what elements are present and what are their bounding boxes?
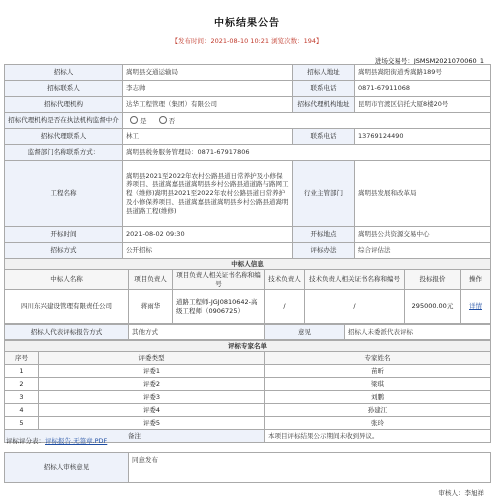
attachment-prefix: 评标评分表： bbox=[6, 437, 45, 445]
signatory-method-label: 招标人代表评标报告方式 bbox=[5, 325, 129, 340]
transaction-number: 进场交易号：JSMSM2021070060_1 bbox=[374, 57, 484, 65]
radio-no[interactable] bbox=[159, 116, 167, 124]
reviewer-name: 李旭祥 bbox=[464, 489, 484, 497]
agency-contact-value: 林工 bbox=[123, 129, 293, 145]
signatory-method-value: 其他方式 bbox=[129, 325, 265, 340]
committee-type: 评委3 bbox=[39, 391, 265, 404]
winner-pm-cert: 道路工程师-JGJ0810642-高级工程师（0906725） bbox=[173, 290, 265, 324]
project-label: 工程名称 bbox=[5, 161, 123, 227]
committee-type: 评委2 bbox=[39, 378, 265, 391]
agency-addr-label: 招标代理机构地址 bbox=[293, 97, 355, 113]
winner-header-pm-cert: 项目负责人相关证书名称和编号 bbox=[173, 270, 265, 290]
table-row bbox=[5, 404, 491, 417]
intervention-options bbox=[123, 113, 491, 129]
remark-label: 备注 bbox=[5, 430, 265, 443]
agency-label: 招标代理机构 bbox=[5, 97, 123, 113]
approval-label: 招标人审核意见 bbox=[5, 453, 129, 483]
supervise-label: 监督部门名称联系方式： bbox=[5, 145, 123, 161]
signatory-opinion-value: 招标人未委派代表评标 bbox=[345, 325, 491, 340]
committee-no: 3 bbox=[5, 391, 39, 404]
table-row bbox=[5, 417, 491, 430]
agency-contact-label: 招标代理联系人 bbox=[5, 129, 123, 145]
committee-name: 梁琪 bbox=[265, 378, 491, 391]
table-row bbox=[5, 378, 491, 391]
publish-meta: 【发布时间：2021-08-10 10:21 浏览次数：194】 bbox=[171, 37, 323, 45]
tenderer-contact-label: 招标联系人 bbox=[5, 81, 123, 97]
attachment-link[interactable]: 评标报告.无签章.PDF bbox=[45, 437, 108, 445]
winner-section-title: 中标人信息 bbox=[5, 259, 491, 270]
committee-no: 1 bbox=[5, 365, 39, 378]
agency-phone-label: 联系电话 bbox=[293, 129, 355, 145]
committee-type: 评委1 bbox=[39, 365, 265, 378]
winner-header-tech-cert: 技术负责人相关证书名称和编号 bbox=[305, 270, 405, 290]
tenderer-contact-value: 李志帅 bbox=[123, 81, 293, 97]
winner-tech: / bbox=[265, 290, 305, 324]
project-value: 嵩明县2021至2022年农村公路县道日常养护及小修保养项目、县道嵩嘉县道嵩明县乡村公路县道道路与路网工程（维修)嵩明县2021至2022年农村公路县道日常养护及小修保养项目、县道嵩嘉县道嵩明县乡村公路县道嵩明县道路工程(维修) bbox=[123, 161, 293, 227]
tenderer-addr-value: 嵩明县嵩阳街道秀嵩路189号 bbox=[355, 65, 491, 81]
winner-header-tech: 技术负责人 bbox=[265, 270, 305, 290]
method-value: 公开招标 bbox=[123, 243, 293, 259]
winner-table bbox=[4, 258, 491, 324]
winner-detail-link[interactable]: 详情 bbox=[469, 302, 482, 311]
committee-name: 张玲 bbox=[265, 417, 491, 430]
radio-yes-label: 是 bbox=[140, 116, 147, 125]
committee-table bbox=[4, 340, 491, 443]
agency-phone-value: 13769124490 bbox=[355, 129, 491, 145]
committee-type: 评委4 bbox=[39, 404, 265, 417]
committee-name: 苗昕 bbox=[265, 365, 491, 378]
method-label: 招标方式 bbox=[5, 243, 123, 259]
intervention-label: 招标代理机构是否在执法机构监督中介 bbox=[5, 113, 123, 129]
winner-pm: 蒋雨华 bbox=[129, 290, 173, 324]
committee-no: 4 bbox=[5, 404, 39, 417]
winner-header-op: 操作 bbox=[461, 270, 491, 290]
winner-header-name: 中标人名称 bbox=[5, 270, 129, 290]
open-time-label: 开标时间 bbox=[5, 227, 123, 243]
remark-value: 本项目评标结果公示期间未收到异议。 bbox=[265, 430, 491, 443]
radio-no-label: 否 bbox=[168, 116, 176, 125]
table-row bbox=[5, 391, 491, 404]
committee-no: 5 bbox=[5, 417, 39, 430]
winner-header-pm: 项目负责人 bbox=[129, 270, 173, 290]
open-place-label: 开标地点 bbox=[293, 227, 355, 243]
winner-tech-cert: / bbox=[305, 290, 405, 324]
reviewer-label: 审核人： bbox=[438, 489, 465, 497]
approval-table bbox=[4, 452, 491, 483]
industry-value: 嵩明县发展和改革局 bbox=[355, 161, 491, 227]
committee-header-no: 序号 bbox=[5, 352, 39, 365]
eval-value: 综合评估法 bbox=[355, 243, 491, 259]
eval-label: 评标办法 bbox=[293, 243, 355, 259]
approval-value: 同意发布 bbox=[129, 453, 491, 483]
signatory-table bbox=[4, 324, 491, 340]
table-row bbox=[5, 365, 491, 378]
signatory-opinion-label: 意见 bbox=[265, 325, 345, 340]
open-place-value: 嵩明县公共资源交易中心 bbox=[355, 227, 491, 243]
winner-detail-cell bbox=[461, 290, 491, 324]
tenderer-value: 嵩明县交通运输局 bbox=[123, 65, 293, 81]
reviewer bbox=[439, 488, 485, 497]
supervise-value: 嵩明县税务服务管理局：0871-67917806 bbox=[123, 145, 491, 161]
committee-no: 2 bbox=[5, 378, 39, 391]
winner-header-price: 投标报价 bbox=[405, 270, 461, 290]
winner-name: 四川东兴建设管理有限责任公司 bbox=[5, 290, 129, 324]
tenderer-phone-value: 0871-67911068 bbox=[355, 81, 491, 97]
radio-yes[interactable] bbox=[130, 116, 138, 124]
tenderer-label: 招标人 bbox=[5, 65, 123, 81]
committee-header-name: 专家姓名 bbox=[265, 352, 491, 365]
industry-label: 行业主管部门 bbox=[293, 161, 355, 227]
committee-header-type: 评委类型 bbox=[39, 352, 265, 365]
attachment-line bbox=[6, 436, 107, 445]
agency-addr-value: 昆明市官渡区信托大厦8楼20号 bbox=[355, 97, 491, 113]
committee-section-title: 评标专家名单 bbox=[5, 341, 491, 352]
info-table bbox=[4, 64, 491, 259]
tenderer-addr-label: 招标人地址 bbox=[293, 65, 355, 81]
page-title: 中标结果公告 bbox=[214, 18, 280, 29]
open-time-value: 2021-08-02 09:30 bbox=[123, 227, 293, 243]
winner-price: 295000.00元 bbox=[405, 290, 461, 324]
committee-name: 刘鹏 bbox=[265, 391, 491, 404]
winner-row bbox=[5, 290, 491, 324]
committee-type: 评委5 bbox=[39, 417, 265, 430]
tenderer-phone-label: 联系电话 bbox=[293, 81, 355, 97]
committee-name: 孙建江 bbox=[265, 404, 491, 417]
agency-value: 达华工程管理（集团）有限公司 bbox=[123, 97, 293, 113]
